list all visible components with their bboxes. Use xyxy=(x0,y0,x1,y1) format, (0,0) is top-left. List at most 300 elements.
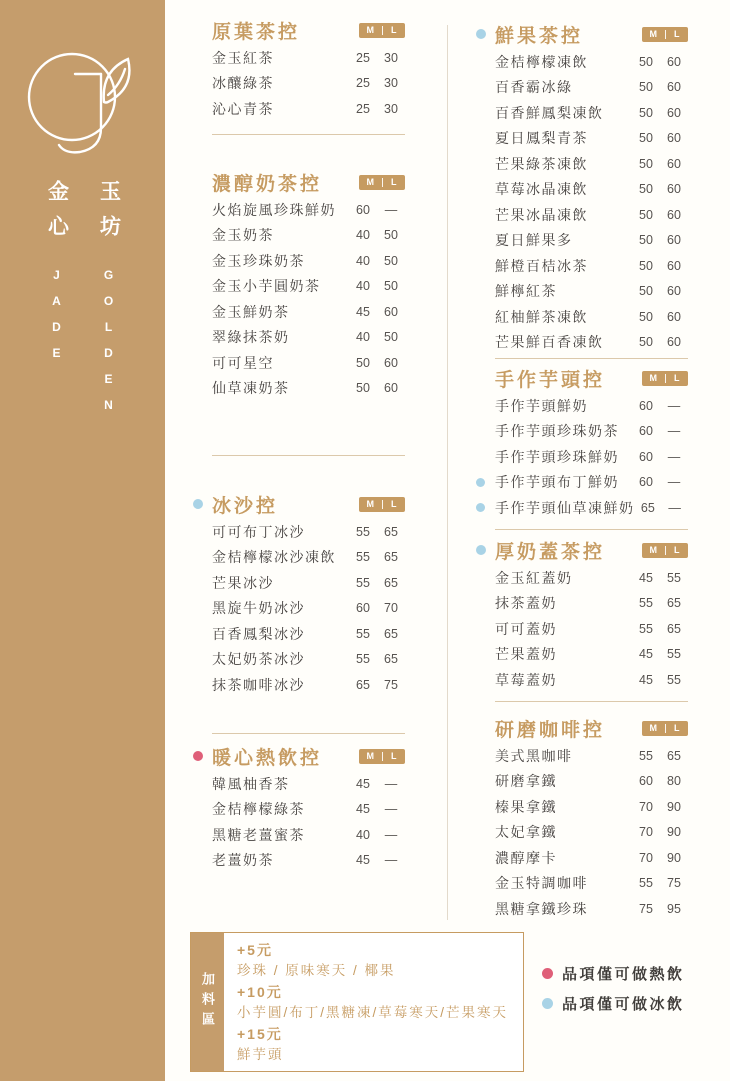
item-price-m: 45 xyxy=(356,304,370,319)
item-name: 金玉珍珠奶茶 xyxy=(212,252,305,269)
section-title: 厚奶蓋茶控 xyxy=(495,541,606,563)
item-price-m: 60 xyxy=(639,398,653,413)
menu-item-row xyxy=(495,565,688,591)
item-price-l: — xyxy=(384,853,398,868)
item-price-l: 60 xyxy=(667,207,681,222)
section-title: 原葉茶控 xyxy=(212,21,301,43)
menu-item-row xyxy=(212,71,405,97)
size-m-label: M xyxy=(366,499,374,509)
section-divider xyxy=(212,455,405,456)
menu-item-row xyxy=(495,75,688,101)
item-name: 濃醇摩卡 xyxy=(495,849,557,866)
item-price-l: 60 xyxy=(384,355,398,370)
menu-item-row xyxy=(495,228,688,254)
menu-item-row xyxy=(495,49,688,75)
menu-item-row xyxy=(212,197,405,223)
section-divider xyxy=(495,358,688,359)
cold-only-dot-icon xyxy=(476,503,485,512)
item-price-l: 50 xyxy=(384,253,398,268)
item-name: 手作芋頭仙草凍鮮奶 xyxy=(495,499,635,516)
menu-body xyxy=(165,0,730,1081)
item-price-m: 45 xyxy=(639,570,653,585)
item-price-l: 50 xyxy=(384,228,398,243)
size-header-badge xyxy=(642,371,688,386)
item-name: 芒果冰沙 xyxy=(212,574,274,591)
legend-cold-label: 品項僅可做冰飲 xyxy=(562,996,685,1013)
addon-price: +5元 xyxy=(237,942,273,958)
menu-section xyxy=(495,366,688,521)
item-name: 韓風柚香茶 xyxy=(212,775,290,792)
item-price-l: 30 xyxy=(384,76,398,91)
size-header-badge xyxy=(359,23,405,38)
item-name: 手作芋頭珍珠奶茶 xyxy=(495,423,619,440)
item-price-m: 65 xyxy=(640,500,655,515)
menu-item-row xyxy=(495,279,688,305)
menu-item-row xyxy=(212,848,405,874)
item-price-l: 90 xyxy=(667,799,681,814)
item-price-l: 65 xyxy=(667,596,681,611)
hot-only-dot-icon xyxy=(193,751,203,761)
item-price-m: 50 xyxy=(639,233,653,248)
menu-item-row xyxy=(212,376,405,402)
item-price-m: 55 xyxy=(356,652,370,667)
column-divider xyxy=(447,25,448,920)
cold-dot-icon xyxy=(542,998,553,1009)
item-name: 金玉小芋圓奶茶 xyxy=(212,278,321,295)
section-divider xyxy=(495,701,688,702)
size-m-label: M xyxy=(649,29,657,39)
item-name: 芒果綠茶凍飲 xyxy=(495,155,588,172)
menu-item-row xyxy=(495,253,688,279)
item-price-m: 50 xyxy=(639,284,653,299)
item-name: 抹茶咖啡冰沙 xyxy=(212,676,305,693)
menu-item-row xyxy=(212,621,405,647)
item-name: 可可星空 xyxy=(212,354,274,371)
item-name: 抹茶蓋奶 xyxy=(495,595,557,612)
legend-cold xyxy=(542,993,685,1014)
item-price-l: — xyxy=(667,475,681,490)
cold-only-dot-icon xyxy=(193,499,203,509)
cold-only-dot-icon xyxy=(476,545,486,555)
menu-item-row xyxy=(212,325,405,351)
menu-item-row xyxy=(495,304,688,330)
menu-item-row xyxy=(495,495,688,521)
section-header xyxy=(212,170,405,194)
size-l-label: L xyxy=(674,29,680,39)
size-header-badge xyxy=(359,175,405,190)
item-name: 百香霸冰綠 xyxy=(495,79,573,96)
menu-item-row xyxy=(495,126,688,152)
item-price-l: 60 xyxy=(667,131,681,146)
item-name: 芒果冰晶凍飲 xyxy=(495,206,588,223)
item-name: 金玉紅茶 xyxy=(212,49,274,66)
item-name: 百香鳳梨冰沙 xyxy=(212,625,305,642)
item-price-m: 60 xyxy=(356,601,370,616)
item-name: 金玉特調咖啡 xyxy=(495,875,588,892)
item-name: 金桔檸檬綠茶 xyxy=(212,801,305,818)
menu-item-row xyxy=(495,330,688,356)
item-name: 草莓冰晶凍飲 xyxy=(495,181,588,198)
cold-only-dot-icon xyxy=(476,478,485,487)
item-price-l: 90 xyxy=(667,850,681,865)
item-name: 可可布丁冰沙 xyxy=(212,523,305,540)
section-title: 暖心熱飲控 xyxy=(212,747,323,769)
item-name: 可可蓋奶 xyxy=(495,620,557,637)
item-price-m: 40 xyxy=(356,827,370,842)
brand-en-left: JADE xyxy=(49,268,64,372)
menu-section xyxy=(212,18,405,122)
item-price-m: 40 xyxy=(356,330,370,345)
menu-item-row xyxy=(495,444,688,470)
item-name: 老薑奶茶 xyxy=(212,852,274,869)
item-price-m: 40 xyxy=(356,228,370,243)
item-name: 太妃拿鐵 xyxy=(495,824,557,841)
item-price-m: 50 xyxy=(639,258,653,273)
item-name: 黑糖拿鐵珍珠 xyxy=(495,900,588,917)
menu-item-row xyxy=(212,519,405,545)
item-price-m: 45 xyxy=(639,647,653,662)
menu-item-row xyxy=(495,419,688,445)
item-name: 金玉奶茶 xyxy=(212,227,274,244)
item-name: 沁心青茶 xyxy=(212,100,274,117)
item-price-l: — xyxy=(667,398,681,413)
item-price-l: 70 xyxy=(384,601,398,616)
size-header-badge xyxy=(359,497,405,512)
menu-item-row xyxy=(495,871,688,897)
section-header xyxy=(495,538,688,562)
addons-tab xyxy=(191,933,224,1071)
size-separator xyxy=(382,500,383,509)
item-name: 草莓蓋奶 xyxy=(495,671,557,688)
menu-item-row xyxy=(212,570,405,596)
section-title: 鮮果茶控 xyxy=(495,25,584,47)
size-header-badge xyxy=(359,749,405,764)
size-m-label: M xyxy=(366,751,374,761)
item-price-m: 25 xyxy=(356,50,370,65)
size-m-label: M xyxy=(649,723,657,733)
section-divider xyxy=(495,529,688,530)
item-price-m: 65 xyxy=(356,677,370,692)
item-name: 手作芋頭鮮奶 xyxy=(495,397,588,414)
item-name: 鮮檸紅茶 xyxy=(495,283,557,300)
section-header xyxy=(495,22,688,46)
item-name: 冰釀綠茶 xyxy=(212,75,274,92)
menu-section xyxy=(495,716,688,922)
item-price-l: 65 xyxy=(384,524,398,539)
item-price-l: 60 xyxy=(667,80,681,95)
item-name: 翠綠抹茶奶 xyxy=(212,329,290,346)
item-price-l: 50 xyxy=(384,330,398,345)
menu-item-row xyxy=(212,647,405,673)
item-name: 黑旋牛奶冰沙 xyxy=(212,600,305,617)
brand-sidebar xyxy=(0,0,165,1081)
brand-logo-icon xyxy=(22,44,134,162)
section-title: 冰沙控 xyxy=(212,495,279,517)
section-items xyxy=(495,393,688,521)
size-separator xyxy=(665,30,666,39)
size-separator xyxy=(665,724,666,733)
legend-hot-label: 品項僅可做熱飲 xyxy=(562,966,685,983)
item-price-l: — xyxy=(384,776,398,791)
item-price-l: 80 xyxy=(667,774,681,789)
item-name: 金桔檸檬凍飲 xyxy=(495,53,588,70)
item-price-m: 40 xyxy=(356,279,370,294)
item-name: 百香鮮鳳梨凍飲 xyxy=(495,104,604,121)
item-name: 夏日鮮果多 xyxy=(495,232,573,249)
item-price-m: 45 xyxy=(356,776,370,791)
legend-hot xyxy=(542,963,685,984)
size-l-label: L xyxy=(391,499,397,509)
item-name: 太妃奶茶冰沙 xyxy=(212,651,305,668)
legend xyxy=(542,963,685,1014)
menu-item-row xyxy=(495,845,688,871)
menu-item-row xyxy=(212,596,405,622)
menu-item-row xyxy=(212,822,405,848)
item-name: 仙草凍奶茶 xyxy=(212,380,290,397)
menu-item-row xyxy=(495,151,688,177)
addons-tab-label: 加料區 xyxy=(200,972,215,1032)
brand-name-jade xyxy=(42,180,72,424)
item-price-l: 55 xyxy=(667,570,681,585)
item-price-l: 60 xyxy=(667,284,681,299)
item-name: 手作芋頭布丁鮮奶 xyxy=(495,474,619,491)
item-price-m: 60 xyxy=(639,449,653,464)
menu-item-row xyxy=(212,248,405,274)
item-price-m: 50 xyxy=(639,105,653,120)
brand-cn-left: 金心 xyxy=(45,180,69,250)
item-price-m: 25 xyxy=(356,101,370,116)
cold-only-dot-icon xyxy=(476,29,486,39)
item-price-l: 55 xyxy=(667,672,681,687)
item-name: 鮮橙百桔冰茶 xyxy=(495,257,588,274)
item-price-m: 55 xyxy=(356,524,370,539)
addons-list xyxy=(224,933,523,1071)
item-price-l: — xyxy=(667,449,681,464)
menu-item-row xyxy=(212,45,405,71)
brand-en-right: GOLDEN xyxy=(101,268,116,424)
section-items xyxy=(212,519,405,698)
item-price-m: 50 xyxy=(356,381,370,396)
item-price-l: 60 xyxy=(667,233,681,248)
menu-item-row xyxy=(495,667,688,693)
section-items xyxy=(495,49,688,355)
item-price-l: 75 xyxy=(384,677,398,692)
menu-item-row xyxy=(495,794,688,820)
item-price-l: 55 xyxy=(667,647,681,662)
item-price-m: 55 xyxy=(639,621,653,636)
item-price-l: 60 xyxy=(667,309,681,324)
menu-section xyxy=(212,170,405,401)
menu-item-row xyxy=(212,797,405,823)
section-items xyxy=(212,771,405,873)
item-price-l: 60 xyxy=(384,304,398,319)
item-price-m: 60 xyxy=(356,202,370,217)
size-m-label: M xyxy=(366,25,374,35)
item-price-m: 50 xyxy=(639,182,653,197)
menu-item-row xyxy=(495,470,688,496)
item-price-l: — xyxy=(384,802,398,817)
item-name: 美式黑咖啡 xyxy=(495,747,573,764)
item-price-m: 40 xyxy=(356,253,370,268)
size-l-label: L xyxy=(391,25,397,35)
size-l-label: L xyxy=(674,545,680,555)
size-l-label: L xyxy=(674,723,680,733)
addon-price: +15元 xyxy=(237,1026,283,1042)
menu-item-row xyxy=(212,672,405,698)
item-price-l: 65 xyxy=(384,550,398,565)
item-price-l: 90 xyxy=(667,825,681,840)
menu-item-row xyxy=(212,545,405,571)
section-title: 濃醇奶茶控 xyxy=(212,173,323,195)
size-m-label: M xyxy=(366,177,374,187)
size-header-badge xyxy=(642,721,688,736)
item-price-l: — xyxy=(668,500,681,515)
item-price-m: 60 xyxy=(639,774,653,789)
section-items xyxy=(495,743,688,922)
item-price-m: 50 xyxy=(639,156,653,171)
section-items xyxy=(212,197,405,401)
item-name: 金玉紅蓋奶 xyxy=(495,569,573,586)
menu-item-row xyxy=(212,274,405,300)
item-price-m: 55 xyxy=(356,575,370,590)
item-price-m: 50 xyxy=(639,309,653,324)
item-price-m: 50 xyxy=(639,54,653,69)
item-price-l: 75 xyxy=(667,876,681,891)
item-price-l: 60 xyxy=(384,381,398,396)
menu-item-row xyxy=(495,769,688,795)
item-price-l: 65 xyxy=(667,748,681,763)
addons-box xyxy=(190,932,524,1072)
item-price-l: 60 xyxy=(667,335,681,350)
menu-item-row xyxy=(212,96,405,122)
item-price-m: 50 xyxy=(639,80,653,95)
menu-section xyxy=(212,744,405,873)
item-name: 金桔檸檬冰沙凍飲 xyxy=(212,549,336,566)
item-price-l: 65 xyxy=(667,621,681,636)
item-price-m: 70 xyxy=(639,850,653,865)
addon-price: +10元 xyxy=(237,984,283,1000)
item-price-l: — xyxy=(384,202,398,217)
item-price-l: — xyxy=(384,827,398,842)
size-m-label: M xyxy=(649,373,657,383)
size-l-label: L xyxy=(674,373,680,383)
size-separator xyxy=(382,26,383,35)
item-name: 火焰旋風珍珠鮮奶 xyxy=(212,201,336,218)
size-separator xyxy=(665,374,666,383)
item-price-l: 30 xyxy=(384,101,398,116)
size-l-label: L xyxy=(391,177,397,187)
item-name: 金玉鮮奶茶 xyxy=(212,303,290,320)
menu-item-row xyxy=(495,177,688,203)
item-price-l: 65 xyxy=(384,575,398,590)
menu-item-row xyxy=(495,591,688,617)
size-header-badge xyxy=(642,27,688,42)
item-price-m: 45 xyxy=(356,802,370,817)
item-name: 芒果蓋奶 xyxy=(495,646,557,663)
item-price-m: 60 xyxy=(639,475,653,490)
item-price-m: 70 xyxy=(639,825,653,840)
size-separator xyxy=(382,178,383,187)
menu-item-row xyxy=(495,642,688,668)
menu-section xyxy=(212,492,405,698)
menu-item-row xyxy=(495,896,688,922)
section-header xyxy=(212,492,405,516)
size-m-label: M xyxy=(649,545,657,555)
item-price-m: 45 xyxy=(356,853,370,868)
item-price-m: 50 xyxy=(639,131,653,146)
brand-name xyxy=(0,180,165,424)
menu-item-row xyxy=(212,771,405,797)
item-price-m: 50 xyxy=(639,335,653,350)
item-price-l: 65 xyxy=(384,626,398,641)
menu-section xyxy=(495,22,688,355)
item-name: 紅柚鮮茶凍飲 xyxy=(495,308,588,325)
brand-name-golden xyxy=(94,180,124,424)
item-price-l: 60 xyxy=(667,182,681,197)
size-l-label: L xyxy=(391,751,397,761)
item-price-l: 60 xyxy=(667,54,681,69)
section-title: 手作芋頭控 xyxy=(495,369,606,391)
addon-items: 珍珠 / 原味寒天 / 椰果 xyxy=(237,963,396,978)
menu-item-row xyxy=(212,350,405,376)
section-items xyxy=(212,45,405,122)
item-price-m: 50 xyxy=(639,207,653,222)
item-name: 芒果鮮百香凍飲 xyxy=(495,334,604,351)
menu-section xyxy=(495,538,688,693)
item-price-m: 55 xyxy=(639,596,653,611)
menu-item-row xyxy=(495,743,688,769)
section-header xyxy=(495,366,688,390)
menu-item-row xyxy=(212,299,405,325)
item-price-m: 55 xyxy=(639,876,653,891)
item-price-l: 65 xyxy=(384,652,398,667)
menu-item-row xyxy=(495,202,688,228)
item-price-l: 60 xyxy=(667,105,681,120)
item-price-m: 55 xyxy=(639,748,653,763)
size-header-badge xyxy=(642,543,688,558)
size-separator xyxy=(382,752,383,761)
brand-cn-right: 玉坊 xyxy=(97,180,121,250)
item-price-m: 55 xyxy=(356,626,370,641)
menu-item-row xyxy=(495,393,688,419)
size-separator xyxy=(665,546,666,555)
hot-dot-icon xyxy=(542,968,553,979)
item-price-m: 25 xyxy=(356,76,370,91)
section-title: 研磨咖啡控 xyxy=(495,719,606,741)
item-price-l: 30 xyxy=(384,50,398,65)
menu-item-row xyxy=(495,616,688,642)
section-items xyxy=(495,565,688,693)
section-header xyxy=(495,716,688,740)
item-price-m: 60 xyxy=(639,424,653,439)
item-price-l: 95 xyxy=(667,901,681,916)
item-price-l: 50 xyxy=(384,279,398,294)
item-price-l: 60 xyxy=(667,258,681,273)
item-name: 研磨拿鐵 xyxy=(495,773,557,790)
section-divider xyxy=(212,733,405,734)
item-price-m: 45 xyxy=(639,672,653,687)
item-name: 榛果拿鐵 xyxy=(495,798,557,815)
item-name: 黑糖老薑蜜茶 xyxy=(212,826,305,843)
item-price-m: 55 xyxy=(356,550,370,565)
item-price-m: 75 xyxy=(639,901,653,916)
menu-item-row xyxy=(495,820,688,846)
menu-item-row xyxy=(212,223,405,249)
section-header xyxy=(212,744,405,768)
item-price-m: 70 xyxy=(639,799,653,814)
item-price-l: 60 xyxy=(667,156,681,171)
item-price-l: — xyxy=(667,424,681,439)
